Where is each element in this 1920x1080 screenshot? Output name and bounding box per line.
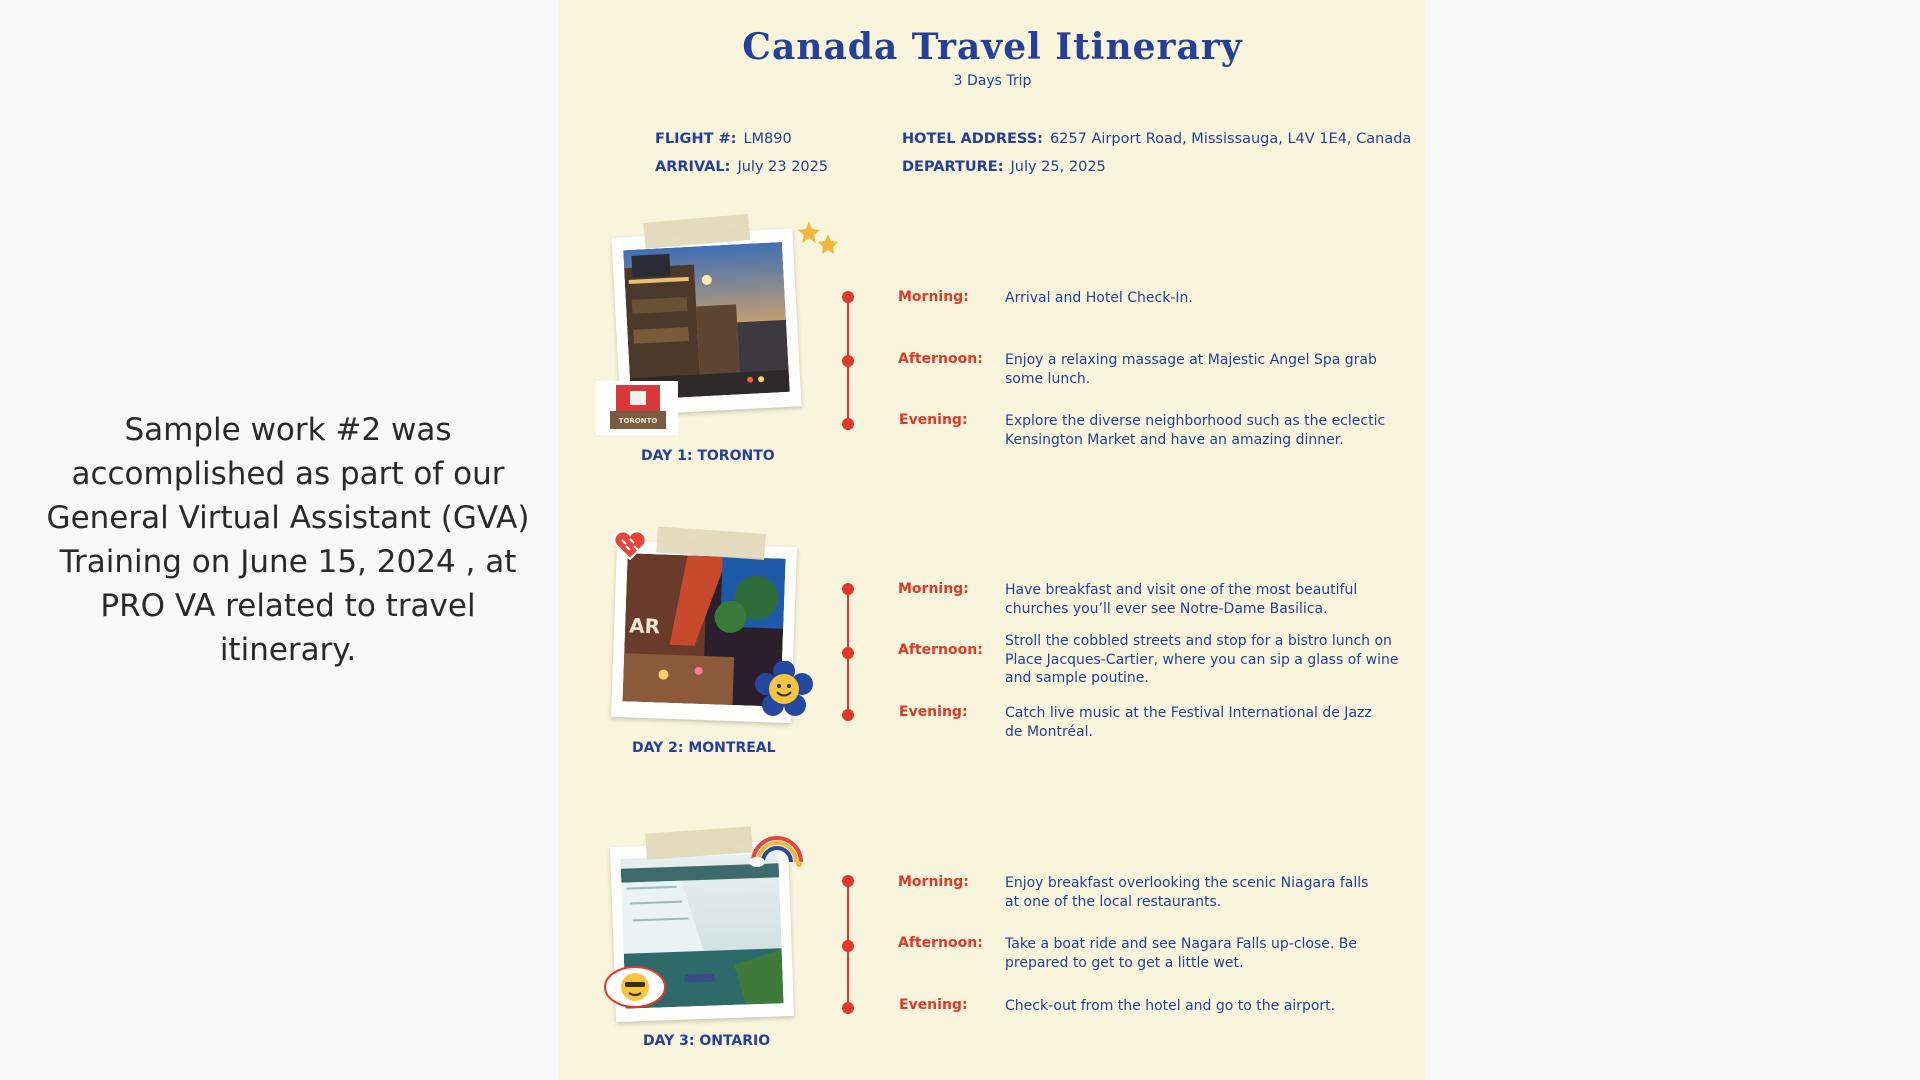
- smiley-flower-icon: [755, 661, 813, 717]
- toronto-sign-text: TORONTO: [618, 417, 658, 425]
- flight-value: LM890: [743, 131, 792, 147]
- sparkle-stars-icon: [797, 219, 841, 261]
- toronto-sign-icon: [596, 381, 678, 435]
- flight-label: FLIGHT #:: [655, 131, 737, 147]
- timeline-dot: [842, 1002, 854, 1014]
- toronto-street-illustration: [623, 242, 790, 400]
- day-1-afternoon-text: Enjoy a relaxing massage at Majestic Angel Spa grab some lunch.: [1005, 352, 1377, 387]
- day-3-morning-text: Enjoy breakfast overlooking the scenic Niagara falls at one of the local restaurants.: [1005, 875, 1369, 910]
- departure-value: July 25, 2025: [1010, 159, 1106, 175]
- timeline-dot: [842, 583, 854, 595]
- arrival-info: [655, 159, 828, 175]
- departure-info: [902, 159, 1106, 175]
- sun-face-sticker-icon: [603, 965, 667, 1009]
- intro-text: Sample work #2 was accomplished as part of our General Virtual Assistant (GVA) Training on June 15, 2024 , at PRO VA related to travel itinerary.: [46, 412, 530, 668]
- day-2-label: DAY 2: MONTREAL: [632, 740, 776, 756]
- hotel-label: HOTEL ADDRESS:: [902, 131, 1043, 147]
- itinerary-document: [559, 0, 1426, 1080]
- day-3-afternoon-text: Take a boat ride and see Nagara Falls up-close. Be prepared to get to get a little wet.: [1005, 936, 1358, 971]
- day-2-morning-label: Morning:: [898, 581, 969, 597]
- timeline-dot: [842, 709, 854, 721]
- timeline-dot: [842, 940, 854, 952]
- day-1-afternoon-label: Afternoon:: [898, 351, 983, 367]
- hotel-info: [902, 131, 1411, 147]
- day-3-evening-text: Check-out from the hotel and go to the airport.: [1005, 998, 1336, 1014]
- day-1-evening-text: Explore the diverse neighborhood such as the eclectic Kensington Market and have an amazing dinner.: [1005, 413, 1386, 448]
- day-2-afternoon-text: Stroll the cobbled streets and stop for a bistro lunch on Place Jacques-Cartier, where you can sip a glass of wine and sample poutine.: [1005, 633, 1399, 686]
- arrival-value: July 23 2025: [737, 159, 829, 175]
- toronto-sign-sticker: [596, 381, 678, 435]
- timeline-dot: [842, 418, 854, 430]
- day-3-afternoon-label: Afternoon:: [898, 935, 983, 951]
- timeline-dot: [842, 875, 854, 887]
- day-2-morning-text: Have breakfast and visit one of the most beautiful churches you’ll ever see Notre-Dame Basilica.: [1005, 582, 1358, 617]
- day-1-morning-label: Morning:: [898, 289, 969, 305]
- page-title: Canada Travel Itinerary: [742, 26, 1243, 68]
- day-3-evening-label: Evening:: [899, 997, 968, 1013]
- timeline-dot: [842, 291, 854, 303]
- arrival-label: ARRIVAL:: [655, 159, 731, 175]
- hotel-value: 6257 Airport Road, Mississauga, L4V 1E4, Canada: [1049, 131, 1412, 147]
- day-2-evening-label: Evening:: [899, 704, 968, 720]
- timeline-dot: [842, 355, 854, 367]
- page-subtitle: 3 Days Trip: [953, 73, 1032, 89]
- montreal-sign-text: AR: [628, 613, 661, 639]
- day-1-evening-label: Evening:: [899, 412, 968, 428]
- rainbow-icon: [747, 828, 807, 868]
- day-3-label: DAY 3: ONTARIO: [643, 1033, 771, 1049]
- day-1-morning-text: Arrival and Hotel Check-In.: [1005, 290, 1193, 306]
- heart-icon: [613, 530, 647, 560]
- day-3-morning-label: Morning:: [898, 874, 969, 890]
- departure-label: DEPARTURE:: [902, 159, 1004, 175]
- timeline-dot: [842, 647, 854, 659]
- day-2-evening-text: Catch live music at the Festival International de Jazz de Montréal.: [1005, 705, 1372, 740]
- day-1-label: DAY 1: TORONTO: [641, 448, 775, 464]
- day-2-afternoon-label: Afternoon:: [898, 642, 983, 658]
- flight-info: [655, 131, 792, 147]
